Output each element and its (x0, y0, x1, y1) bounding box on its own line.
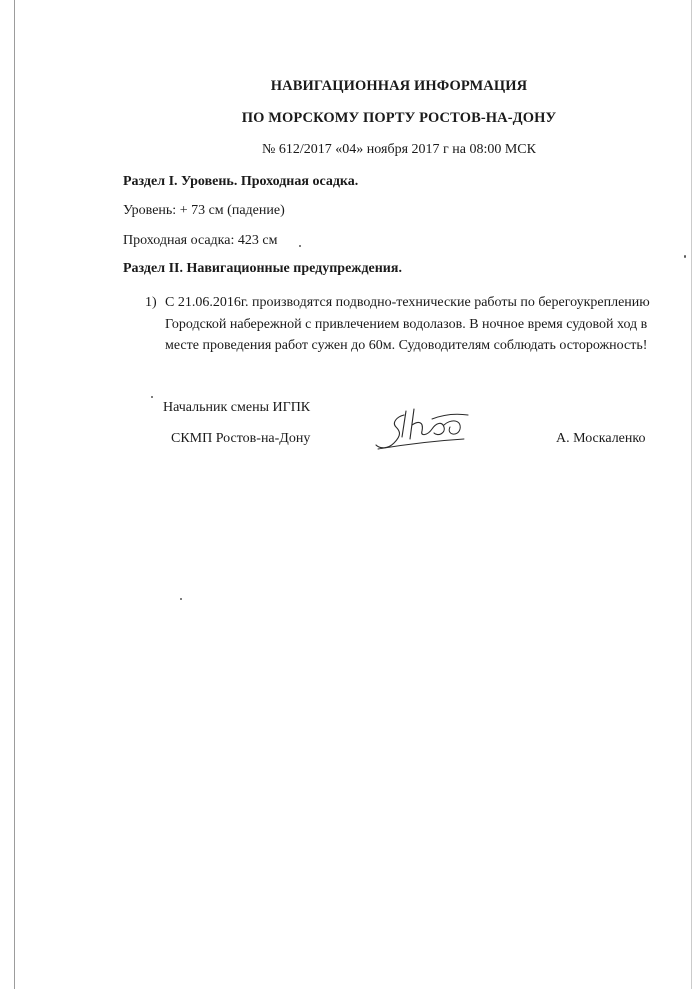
issue-number-date: № 612/2017 «04» ноября 2017 г на 08:00 МСК (262, 142, 536, 157)
passage-draft: Проходная осадка: 423 см (123, 233, 278, 248)
warning-item (123, 292, 668, 357)
signatory-position: Начальник смены ИГПК (163, 400, 311, 415)
warning-number: 1) (145, 295, 157, 310)
signatory-name: А. Москаленко (556, 431, 646, 446)
scan-speck (299, 245, 301, 247)
document-title-line1: НАВИГАЦИОННАЯ ИНФОРМАЦИЯ (270, 78, 528, 94)
section-1-heading: Раздел I. Уровень. Проходная осадка. (123, 174, 359, 189)
section-2-heading: Раздел II. Навигационные предупреждения. (123, 261, 402, 276)
scan-speck (151, 396, 153, 398)
signatory-organization: СКМП Ростов-на-Дону (171, 431, 311, 446)
scan-speck (180, 598, 182, 600)
warnings-list (123, 292, 668, 357)
water-level: Уровень: + 73 см (падение) (123, 203, 285, 218)
warning-text: С 21.06.2016г. производятся подводно-технические работы по берегоукреплению Городской набережной с привлечением водолазов. В ночное время судовой ход в месте проведения работ сужен до 60м. Судоводителям соблюдать осторожность! (165, 295, 650, 353)
handwritten-signature (372, 405, 477, 453)
document-title-line2: ПО МОРСКОМУ ПОРТУ РОСТОВ-НА-ДОНУ (241, 110, 557, 126)
scan-speck (684, 255, 686, 258)
